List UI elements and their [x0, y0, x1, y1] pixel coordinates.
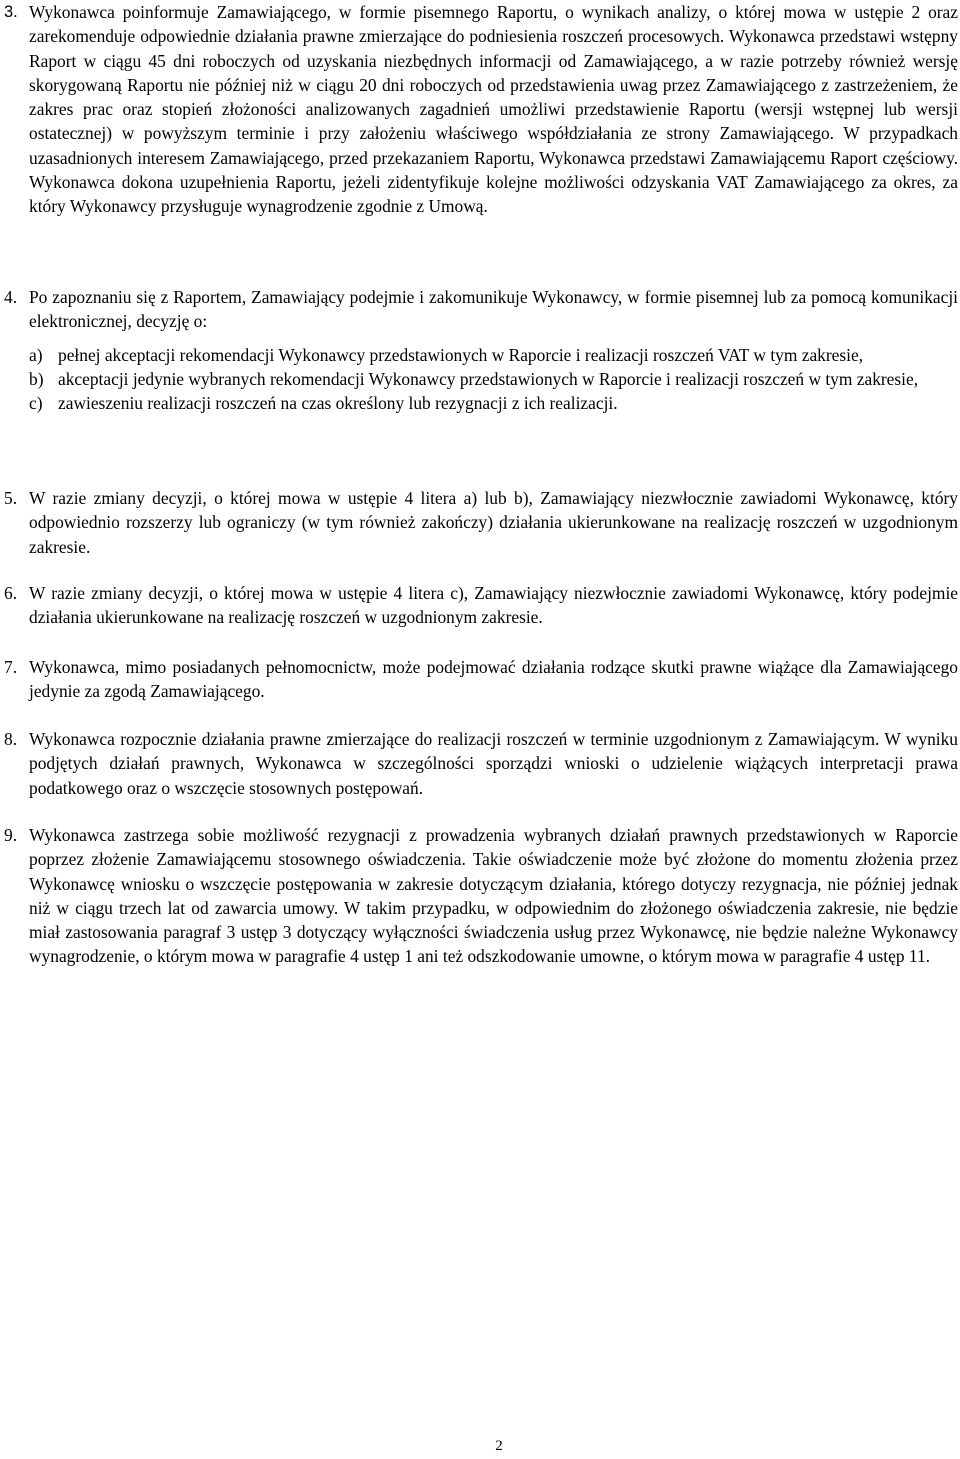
paragraph-text: Wykonawca zastrzega sobie możliwość rezygnacji z prowadzenia wybranych działań prawnych przedstawionych w Raporcie poprzez złożenie Zamawiającemu stosownego oświadczenia. Takie oświadczenie może być złożone do momentu złożenia przez Wykonawcę wniosku o wszczęcie postępowania w zakresie dotyczącym działania, którego dotyczy rezygnacja, nie później jednak niż w ciągu trzech lat od zawarcia umowy. W takim przypadku, w odpowiednim do złożonego oświadczenia zakresie, nie będzie miał zastosowania paragraf 3 ustęp 3 dotyczący wyłączności świadczenia usług przez Wykonawcę, nie będzie należne Wykonawcy wynagrodzenie, o którym mowa w paragrafie 4 ustęp 1 ani też odszkodowanie umowne, o którym mowa w paragrafie 4 ustęp 11. — [29, 825, 958, 967]
list-item-c — [29, 391, 958, 415]
list-item-b — [29, 367, 958, 391]
list-item-label: b) — [29, 368, 44, 389]
paragraph-text: Wykonawca poinformuje Zamawiającego, w formie pisemnego Raportu, o wynikach analizy, o której mowa w ustępie 2 oraz zarekomenduje odpowiednie działania prawne zmierzające do podniesienia roszczeń procesowych. Wykonawca przedstawi wstępny Raport w ciągu 45 dni roboczych od uzyskania niezbędnych informacji od Zamawiającego, a w razie potrzeby również wersję skorygowaną Raportu nie później niż w ciągu 20 dni roboczych od przedstawienia uwag przez Zamawiającego z zastrzeżeniem, że zakres prac oraz stopień złożoności analizowanych zagadnień umożliwi przedstawienie Raportu (wersji wstępnej lub wersji ostatecznej) w powyższym terminie i przy założeniu właściwego współdziałania ze strony Zamawiającego. W przypadkach uzasadnionych interesem Zamawiającego, przed przekazaniem Raportu, Wykonawca przedstawi Zamawiającemu Raport częściowy. Wykonawca dokona uzupełnienia Raportu, jeżeli zidentyfikuje kolejne możliwości odzyskania VAT Zamawiającego za okres, za który Wykonawcy przysługuje wynagrodzenie zgodnie z Umową. — [29, 2, 958, 217]
paragraph-number: 8. — [4, 729, 18, 749]
paragraph-number: 3. — [4, 3, 18, 21]
list-item-text: pełnej akceptacji rekomendacji Wykonawcy przedstawionych w Raporcie i realizacji roszczeń VAT w tym zakresie, — [58, 344, 864, 365]
paragraph-text: Wykonawca rozpocznie działania prawne zmierzające do realizacji roszczeń w terminie uzgodnionym z Zamawiającym. W wyniku podjętych działań prawnych, Wykonawca w szczególności sporządzi wnioski o udzielenie wiążących interpretacji prawa podatkowego oraz o wszczęcie stosownych postępowań. — [29, 729, 958, 798]
paragraph-5 — [0, 486, 958, 559]
list-item-label: c) — [29, 393, 43, 414]
paragraph-number: 4. — [4, 287, 18, 307]
paragraph-number: 9. — [4, 825, 18, 845]
list-item-a — [29, 343, 958, 367]
list-item-text: akceptacji jedynie wybranych rekomendacji Wykonawcy przedstawionych w Raporcie i realizacji roszczeń w tym zakresie, — [58, 368, 919, 389]
paragraph-7 — [0, 655, 958, 704]
page-number: 2 — [495, 1438, 503, 1454]
paragraph-number: 5. — [4, 488, 18, 508]
list-item-label: a) — [29, 344, 43, 365]
paragraph-number: 7. — [4, 657, 18, 677]
paragraph-4 — [0, 285, 958, 415]
paragraph-text: W razie zmiany decyzji, o której mowa w ustępie 4 litera c), Zamawiający niezwłocznie zawiadomi Wykonawcę, który podejmie działania ukierunkowane na realizację roszczeń w uzgodnionym zakresie. — [29, 583, 958, 628]
paragraph-text: Wykonawca, mimo posiadanych pełnomocnictw, może podejmować działania rodzące skutki prawne wiążące dla Zamawiającego jedynie za zgodą Zamawiającego. — [29, 657, 958, 702]
paragraph-3 — [0, 0, 958, 219]
list-item-text: zawieszeniu realizacji roszczeń na czas określony lub rezygnacji z ich realizacji. — [58, 393, 618, 414]
paragraph-number: 6. — [4, 583, 18, 603]
paragraph-text: W razie zmiany decyzji, o której mowa w ustępie 4 litera a) lub b), Zamawiający niezwłocznie zawiadomi Wykonawcę, który odpowiednio rozszerzy lub ograniczy (w tym również zakończy) działania ukierunkowane na realizację roszczeń w uzgodnionym zakresie. — [29, 488, 958, 557]
paragraph-text: Po zapoznaniu się z Raportem, Zamawiający podejmie i zakomunikuje Wykonawcy, w formie pisemnej lub za pomocą komunikacji elektronicznej, decyzję o: — [29, 287, 958, 332]
paragraph-8 — [0, 727, 958, 800]
paragraph-6 — [0, 581, 958, 630]
paragraph-9 — [0, 823, 958, 969]
